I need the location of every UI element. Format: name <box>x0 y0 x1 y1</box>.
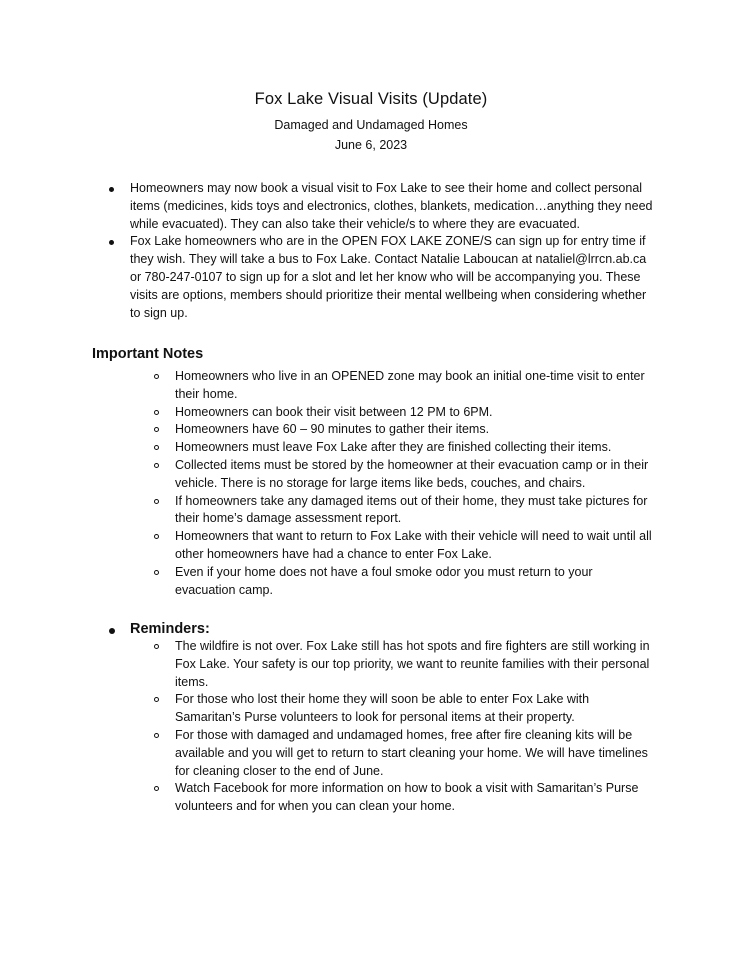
important-notes-list <box>175 368 655 599</box>
list-item <box>175 564 655 600</box>
important-notes-heading: Important Notes <box>92 346 204 362</box>
document-subtitle: Damaged and Undamaged Homes <box>274 118 468 132</box>
note-text: If homeowners take any damaged items out of their home, they must take pictures for their home’s damage assessment report. <box>175 493 648 526</box>
bullet-circle-icon <box>154 570 159 575</box>
bullet-circle-icon <box>154 445 159 450</box>
bullet-circle-icon <box>154 374 159 379</box>
note-text: Homeowners that want to return to Fox Lake with their vehicle will need to wait until all other homeowners have had a chance to enter Fox Lake. <box>175 529 652 561</box>
list-item <box>175 493 655 529</box>
bullet-circle-icon <box>154 644 159 649</box>
note-text: Homeowners have 60 – 90 minutes to gather their items. <box>175 422 490 437</box>
list-item <box>175 439 655 457</box>
note-text: Even if your home does not have a foul smoke odor you must return to your evacuation camp. <box>175 564 593 597</box>
note-text: Collected items must be stored by the homeowner at their evacuation camp or in their vehicle. There is no storage for large items like beds, couches, and chairs. <box>175 457 649 490</box>
bullet-disc-icon <box>109 628 115 634</box>
bullet-circle-icon <box>154 410 159 415</box>
bullet-circle-icon <box>154 534 159 539</box>
document-date: June 6, 2023 <box>334 138 408 152</box>
reminders-heading: Reminders: <box>130 621 210 637</box>
reminders-list <box>175 638 655 816</box>
main-bullet-list <box>130 180 660 322</box>
reminder-text: The wildfire is not over. Fox Lake still has hot spots and fire fighters are still working in Fox Lake. Your safety is our top priority, we want to reunite families with their personal items. <box>175 639 650 689</box>
reminder-text: For those with damaged and undamaged homes, free after fire cleaning kits will be available and you will get to return to start cleaning your home. We will have timelines for cleaning closer to the end of June. <box>175 727 648 778</box>
bullet-circle-icon <box>154 697 159 702</box>
reminder-text: For those who lost their home they will soon be able to enter Fox Lake with Samaritan’s Purse volunteers to look for personal items at their property. <box>175 692 590 725</box>
note-text: Homeowners who live in an OPENED zone may book an initial one-time visit to enter their home. <box>175 369 645 401</box>
bullet-circle-icon <box>154 733 159 738</box>
bullet-disc-icon <box>109 240 114 245</box>
list-item <box>175 691 655 727</box>
list-item <box>175 368 655 404</box>
list-item <box>175 780 655 816</box>
note-text: Homeowners can book their visit between 12 PM to 6PM. <box>175 404 493 419</box>
bullet-circle-icon <box>154 463 159 468</box>
document-title: Fox Lake Visual Visits (Update) <box>254 90 488 108</box>
list-item <box>175 404 655 422</box>
list-item <box>175 528 655 564</box>
bullet-text: Fox Lake homeowners who are in the OPEN FOX LAKE ZONE/S can sign up for entry time if they wish. They will take a bus to Fox Lake. Contact Natalie Laboucan at nataliel@lrrcn.ab.ca or 780-247-0107 to sign up for a slot and let her know who will be accompanying you. These visits are options, members should prioritize their mental wellbeing when considering whether to sign up. <box>130 234 647 320</box>
list-item <box>175 421 655 439</box>
bullet-text: Homeowners may now book a visual visit to Fox Lake to see their home and collect personal items (medicines, kids toys and electronics, clothes, blankets, medication…anything they need while evacuated). They can also take their vehicle/s to where they are evacuated. <box>130 181 653 231</box>
note-text: Homeowners must leave Fox Lake after they are finished collecting their items. <box>175 440 612 455</box>
list-item <box>175 638 655 691</box>
bullet-circle-icon <box>154 499 159 504</box>
bullet-item <box>130 233 660 322</box>
bullet-disc-icon <box>109 187 114 192</box>
list-item <box>175 457 655 493</box>
bullet-circle-icon <box>154 786 159 791</box>
reminder-text: Watch Facebook for more information on how to book a visit with Samaritan’s Purse volunteers and for when you can clean your home. <box>175 781 639 814</box>
list-item <box>175 727 655 780</box>
bullet-item <box>130 180 660 233</box>
bullet-circle-icon <box>154 427 159 432</box>
